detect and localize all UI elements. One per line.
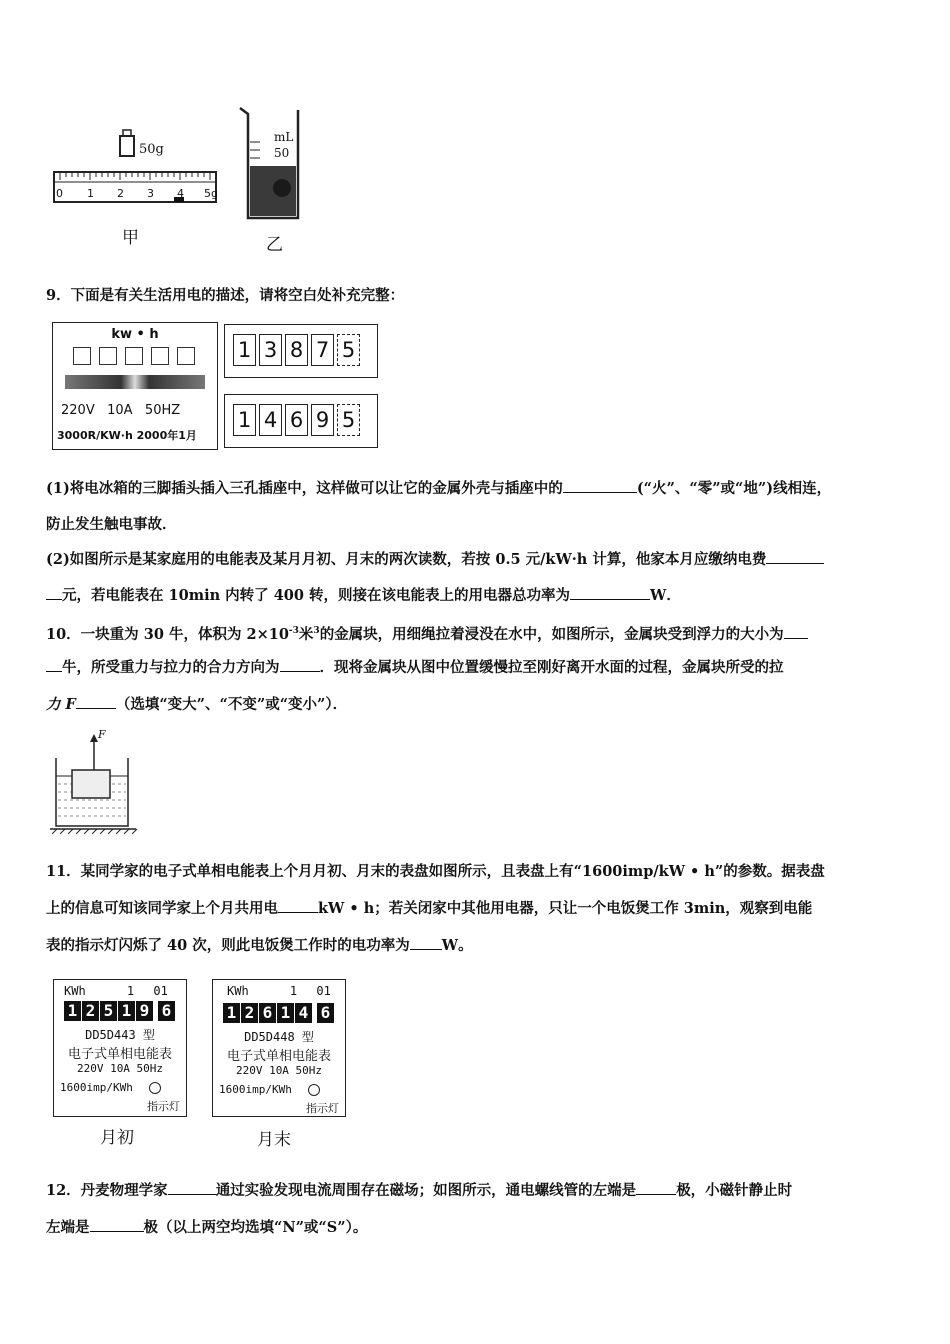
q11-start-lamp: 指示灯 [147, 1100, 180, 1113]
q9-part1-text: (1)将电冰箱的三脚插头插入三孔插座中，这样做可以让它的金属外壳与插座中的 [46, 480, 563, 497]
q9-meter-rating-row [57, 427, 197, 443]
q11-start-digit: 5 [100, 1001, 117, 1021]
q9-reading-start [224, 324, 378, 378]
q9-r2-digit: 4 [259, 404, 282, 436]
q11-end-imp-row [213, 1083, 345, 1096]
q9-window-4 [151, 347, 169, 365]
q9-part2-text-b: 元，若电能表在 10min 内转了 400 转，则接在该电能表上的用电器总功率为 [62, 587, 571, 604]
q11-end-display [213, 1003, 345, 1023]
q12-text-a: 12．丹麦物理学家 [46, 1182, 168, 1199]
q9-part2-line2 [46, 585, 916, 607]
q11-text-c: 表的指示灯闪烁了 40 次，则此电饭煲工作时的电功率为 [46, 937, 410, 954]
q12-blank-1 [168, 1180, 216, 1195]
q11-end-digit: 2 [241, 1003, 258, 1023]
q11-start-caption: 月初 [100, 1128, 134, 1148]
q11-end-digit: 1 [223, 1003, 240, 1023]
q9-part1-line1 [46, 478, 916, 500]
q11-line2 [46, 898, 916, 920]
q9-blank-2-cont [46, 585, 62, 600]
q9-meter-disc [65, 375, 205, 389]
q9-part1-line2: 防止发生触电事故． [46, 516, 177, 533]
q9-window-2 [99, 347, 117, 365]
q10-line1 [46, 620, 916, 646]
q11-end-decimal: 6 [317, 1003, 334, 1023]
q11-line1: 11．某同学家的电子式单相电能表上个月月初、月末的表盘如图所示，且表盘上有“1600imp/kW • h”的参数。据表盘 [46, 863, 825, 880]
q10-text-b: 米 [298, 625, 314, 643]
q9-title: 9．下面是有关生活用电的描述，请将空白处补充完整： [46, 287, 405, 304]
q9-part2-text: (2)如图所示是某家庭用的电能表及某月月初、月末的两次读数，若按 0.5 元/kW·h 计算，他家本月应缴纳电费 [46, 551, 767, 568]
q9-r1-digit: 3 [259, 334, 282, 366]
q12-text-e: 极（以上两空均选填“N”或“S”）。 [143, 1219, 368, 1236]
q10-text-a: 10．一块重为 30 牛，体积为 2×10 [46, 625, 289, 643]
q11-start-decimal: 6 [158, 1001, 175, 1021]
q11-start-spec: 220V 10A 50Hz [76, 1062, 164, 1075]
q12-line2 [46, 1217, 916, 1239]
q9-meter-date: 2000年1月 [136, 429, 197, 442]
ruler-tick-4: 4 [177, 187, 184, 200]
q11-end-imp: 1600imp/KWh [219, 1083, 292, 1096]
ruler-tick-0: 0 [56, 187, 63, 200]
q11-start-digit: 9 [136, 1001, 153, 1021]
q11-end-digit: 1 [277, 1003, 294, 1023]
q11-end-header [213, 984, 345, 998]
label-jia: 甲 [122, 228, 139, 248]
q11-text-a: 上的信息可知该同学家上个月共用电 [46, 900, 278, 917]
q11-end-lamp-icon [308, 1084, 320, 1096]
q11-start-display [54, 1001, 186, 1021]
q11-blank-1 [278, 898, 318, 913]
q11-end-phase: 1 [289, 984, 298, 998]
q9-blank-1 [563, 478, 637, 493]
q11-start-digit: 1 [118, 1001, 135, 1021]
q9-window-3 [125, 347, 143, 365]
q9-part1-options: (“火”、“零”或“地”)线相连， [636, 480, 832, 497]
q12-text-c: 极，小磁针静止时 [676, 1182, 793, 1199]
q9-r2-decimal: 5 [337, 404, 360, 436]
q9-window-1 [73, 347, 91, 365]
figure-balance-ruler [50, 122, 220, 252]
q9-r2-digit: 6 [285, 404, 308, 436]
q12-blank-2 [636, 1180, 676, 1195]
q10-text-d: 牛，所受重力与拉力的合力方向为 [62, 659, 280, 676]
q11-end-model: DD5D448 型 [244, 1030, 314, 1044]
q9-meter-face [52, 322, 218, 450]
q11-start-model: DD5D443 型 [85, 1028, 155, 1042]
q11-blank-2 [410, 935, 442, 950]
q11-start-imp-row [54, 1081, 186, 1094]
ruler-tick-1: 1 [87, 187, 94, 200]
q11-end-lamp: 指示灯 [306, 1102, 339, 1115]
q12-line1 [46, 1180, 916, 1202]
q9-reading-end [224, 394, 378, 448]
q9-window-5 [177, 347, 195, 365]
q11-meter-end [212, 979, 346, 1117]
q11-end-name: 电子式单相电能表 [226, 1049, 331, 1064]
q11-end-digit: 6 [259, 1003, 276, 1023]
label-yi: 乙 [266, 235, 283, 255]
q11-start-unit: KWh [64, 984, 86, 998]
q9-part2-unit: W． [650, 587, 681, 604]
cylinder-unit: mL [274, 130, 294, 144]
q10-text-g: （选填“变大”、“不变”或“变小”）． [115, 696, 348, 713]
q10-sup-2: 3 [313, 626, 320, 636]
q9-r2-digit: 1 [233, 404, 256, 436]
q10-text-c: 的金属块，用细绳拉着浸没在水中，如图所示，金属块受到浮力的大小为 [319, 625, 784, 643]
q9-r1-digit: 8 [285, 334, 308, 366]
q11-start-imp: 1600imp/KWh [60, 1081, 133, 1094]
q10-blank-1 [784, 624, 808, 639]
q10-blank-3 [76, 694, 116, 709]
q11-text-d: W。 [441, 937, 473, 954]
q11-start-name: 电子式单相电能表 [67, 1047, 172, 1062]
cylinder-mark: 50 [274, 146, 290, 160]
ruler-tick-5: 5g [204, 187, 218, 200]
q9-r1-decimal: 5 [337, 334, 360, 366]
q11-end-unit: KWh [227, 984, 249, 998]
q9-blank-3 [570, 585, 650, 600]
ruler-tick-2: 2 [117, 187, 124, 200]
q9-blank-2 [766, 549, 824, 564]
balance-ruler-drawing [50, 122, 220, 212]
q11-end-code: 01 [316, 984, 331, 998]
q10-line3 [46, 694, 916, 716]
q11-end-spec: 220V 10A 50Hz [235, 1064, 323, 1077]
q9-part2-line1 [46, 549, 916, 571]
q9-meter-rating: 3000R/KW·h [57, 429, 133, 442]
q10-figure-beaker [44, 728, 144, 836]
q10-blank-2 [280, 657, 320, 672]
cylinder-drawing [236, 106, 306, 221]
q9-r1-digit: 7 [311, 334, 334, 366]
q12-blank-3 [90, 1217, 144, 1232]
figure-measuring-cylinder [236, 106, 306, 256]
q11-end-caption: 月末 [257, 1130, 291, 1150]
q11-start-phase: 1 [126, 984, 135, 998]
weight-label: 50g [139, 142, 164, 157]
q12-text-b: 通过实验发现电流周围存在磁场；如图所示，通电螺线管的左端是 [215, 1182, 637, 1199]
q11-start-digit: 1 [64, 1001, 81, 1021]
q11-start-code: 01 [153, 984, 168, 998]
q10-text-f: 力 F [46, 696, 76, 713]
q11-end-digit: 4 [295, 1003, 312, 1023]
q10-text-e: ．现将金属块从图中位置缓慢拉至刚好离开水面的过程，金属块所受的拉 [319, 659, 784, 676]
q11-start-digit: 2 [82, 1001, 99, 1021]
q10-blank-1-cont [46, 657, 62, 672]
beaker-drawing [44, 728, 144, 836]
q12-text-d: 左端是 [46, 1219, 90, 1236]
ruler-tick-3: 3 [147, 187, 154, 200]
q11-start-lamp-icon [149, 1082, 161, 1094]
q9-r1-digit: 1 [233, 334, 256, 366]
q9-meter-unit: kw • h [111, 327, 159, 342]
q10-line2 [46, 657, 916, 679]
q10-force-label: F [98, 728, 106, 741]
q10-sup-1: -3 [288, 626, 299, 636]
q11-start-header [54, 984, 186, 998]
q9-meter-spec: 220V 10A 50HZ [61, 403, 181, 418]
q11-line3 [46, 935, 916, 957]
q9-r2-digit: 9 [311, 404, 334, 436]
q11-meter-start [53, 979, 187, 1117]
q11-text-b: kW • h；若关闭家中其他用电器，只让一个电饭煲工作 3min，观察到电能 [318, 900, 813, 917]
